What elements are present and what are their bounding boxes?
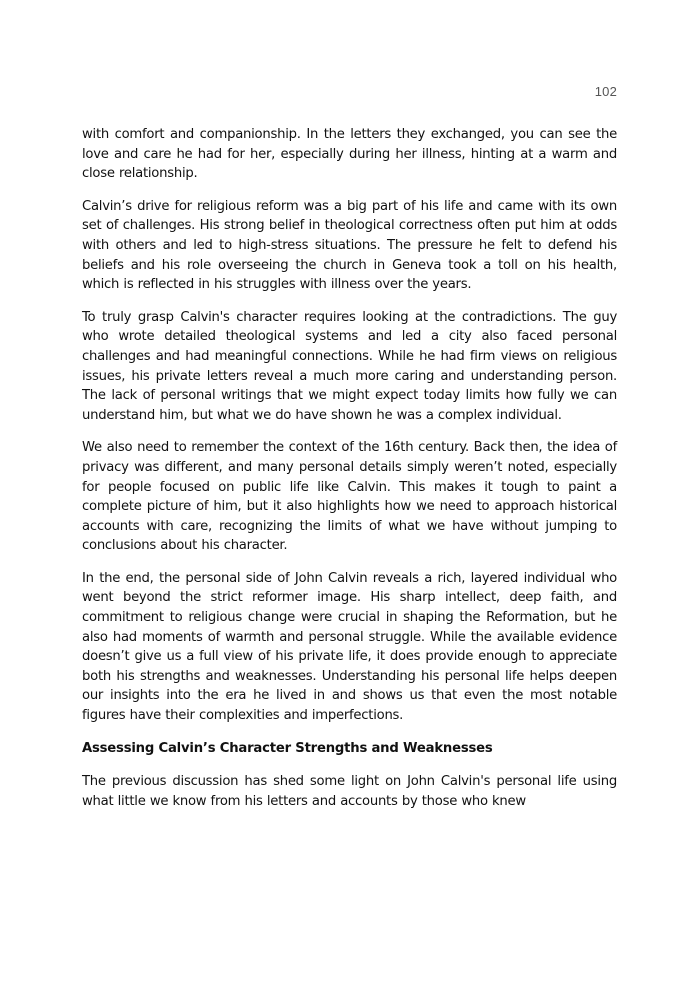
page-number: 102	[594, 84, 617, 99]
paragraph-religious-reform: Calvin’s drive for religious reform was a big part of his life and came with its own set of challenges. His strong belief in theological correctness often put him at odds with others and led to high-stress situations. The pressure he felt to defend his beliefs and his role overseeing the church in Geneva took a toll on his health, which is reflected in his struggles with illness over the years.	[82, 198, 617, 293]
paragraph-contradictions: To truly grasp Calvin's character requires looking at the contradictions. The guy who wrote detailed theological systems and led a city also faced personal challenges and had meaningful connections. While he had firm views on religious issues, his private letters reveal a much more caring and understanding person. The lack of personal writings that we might expect today limits how fully we can understand him, but what we do have shown he was a complex individual.	[82, 309, 617, 423]
paragraph-continuation: with comfort and companionship. In the letters they exchanged, you can see the love and care he had for her, especially during her illness, hinting at a warm and close relationship.	[82, 127, 617, 182]
section-heading: Assessing Calvin’s Character Strengths and Weaknesses	[82, 740, 493, 756]
paragraph-conclusion: In the end, the personal side of John Calvin reveals a rich, layered individual who went beyond the strict reformer image. His sharp intellect, deep faith, and commitment to religious change were crucial in shaping the Reformation, but he also had moments of warmth and personal struggle. While the available evidence doesn’t give us a full view of his private life, it does provide enough to appreciate both his strengths and weaknesses. Understanding his personal life helps deepen our insights into the era he lived in and shows us that even the most notable figures have their complexities and imperfections.	[82, 570, 617, 724]
page-body	[82, 125, 617, 824]
paragraph-section-intro: The previous discussion has shed some light on John Calvin's personal life using what little we know from his letters and accounts by those who knew	[82, 774, 617, 809]
paragraph-historical-context: We also need to remember the context of the 16th century. Back then, the idea of privacy was different, and many personal details simply weren’t noted, especially for people focused on public life like Calvin. This makes it tough to paint a complete picture of him, but it also highlights how we need to approach historical accounts with care, recognizing the limits of what we have without jumping to conclusions about his character.	[82, 440, 617, 554]
